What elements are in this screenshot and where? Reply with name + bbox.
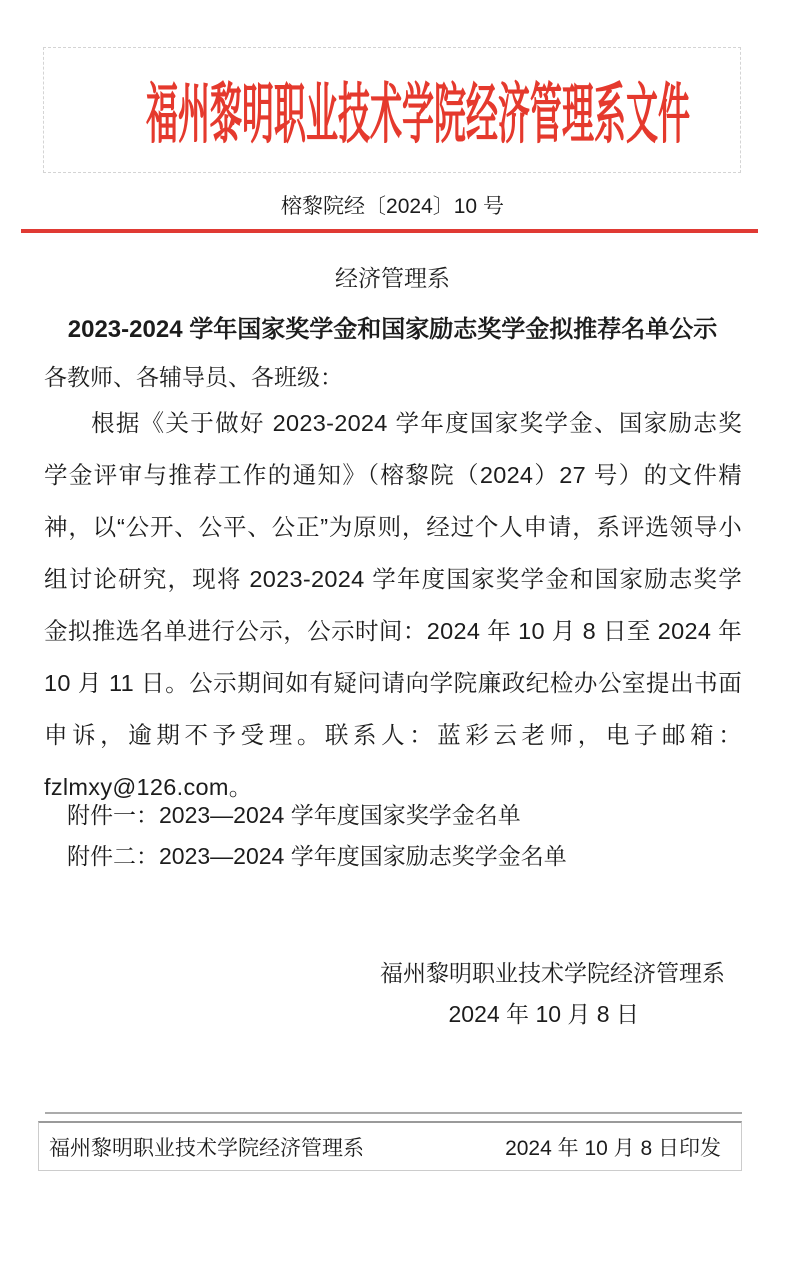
letterhead-box [43,47,741,173]
notice-title: 2023-2024 学年国家奖学金和国家励志奖学金拟推荐名单公示 [67,316,718,343]
document-number: 榕黎院经〔2024〕10 号 [281,195,504,218]
footer-issue-date: 2024 年 10 月 8 日印发 [505,1136,721,1160]
footer-organization: 福州黎明职业技术学院经济管理系 [49,1136,364,1160]
signature-date: 2024 年 10 月 8 日 [448,1001,639,1027]
attachment-item-2: 附件二：2023—2024 学年度国家励志奖学金名单 [67,843,567,869]
footer-colophon [38,1121,742,1171]
signature-organization: 福州黎明职业技术学院经济管理系 [380,960,725,986]
letterhead-title: 福州黎明职业技术学院经济管理系文件 [145,77,690,151]
red-separator-line [21,229,758,233]
footer-top-rule [45,1112,742,1114]
department-title: 经济管理系 [335,265,450,291]
attachment-item-1: 附件一：2023—2024 学年度国家奖学金名单 [67,802,521,828]
body-paragraph: 根据《关于做好 2023-2024 学年度国家奖学金、国家励志奖学金评审与推荐工作的通知》（榕黎院（2024）27 号）的文件精神，以“公开、公平、公正”为原则，经过个人申请，系评选领导小组讨论研究，现将 2023-2024 学年度国家奖学金和国家励志奖学金拟推选名单进行公示，公示时间：2024 年 10 月 8 日至 2024 年 10 月 11 日。公示期间如有疑问请向学院廉政纪检办公室提出书面申诉，逾期不予受理。联系人：蓝彩云老师，电子邮箱：fzlmxy@126.com。 [44,410,742,800]
attachments-list [67,795,567,877]
salutation-line: 各教师、各辅导员、各班级： [44,364,343,390]
